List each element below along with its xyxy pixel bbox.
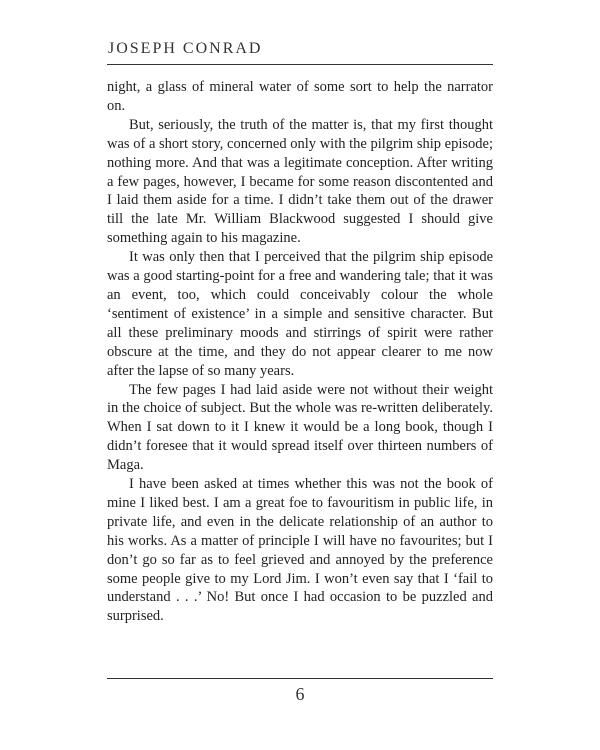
paragraph: But, seriously, the truth of the matter is, that my first thought was of a short story, concerned only with the pilgrim ship episode; nothing more. And that was a legitimate conception. After writing a few pages, however, I became for some reason discontented and I laid them aside for a time. I didn’t take them out of the drawer till the late Mr. William Blackwood suggested I should give something again to his magazine. [107,116,493,247]
paragraph: It was only then that I perceived that the pilgrim ship episode was a good starting-point for a free and wandering tale; that it was an event, too, which could conceivably colour the whole ‘sentiment of existence’ in a simple and sensitive character. But all these preliminary moods and stirrings of spirit were rather obscure at the time, and they do not appear clearer to me now after the lapse of so many years. [107,249,493,379]
page-number: 6 [295,684,305,704]
header-rule [107,64,493,65]
body-text [107,78,493,626]
running-head: JOSEPH CONRAD [108,40,263,57]
paragraph: I have been asked at times whether this was not the book of mine I liked best. I am a great foe to favouritism in public life, in private life, and even in the delicate relationship of an author to his works. As a matter of principle I will have no favourites; but I don’t go so far as to feel grieved and annoyed by the preference some people give to my Lord Jim. I won’t even say that I ‘fail to understand . . .’ No! But once I had occasion to be puzzled and surprised. [107,476,493,625]
footer-rule [107,678,493,679]
paragraph: The few pages I had laid aside were not without their weight in the choice of subject. But the whole was re-written deliberately. When I sat down to it I knew it would be a long book, though I didn’t foresee that it would spread itself over thirteen numbers of Maga. [107,381,493,474]
paragraph-continued: night, a glass of mineral water of some sort to help the narrator on. [107,79,493,114]
